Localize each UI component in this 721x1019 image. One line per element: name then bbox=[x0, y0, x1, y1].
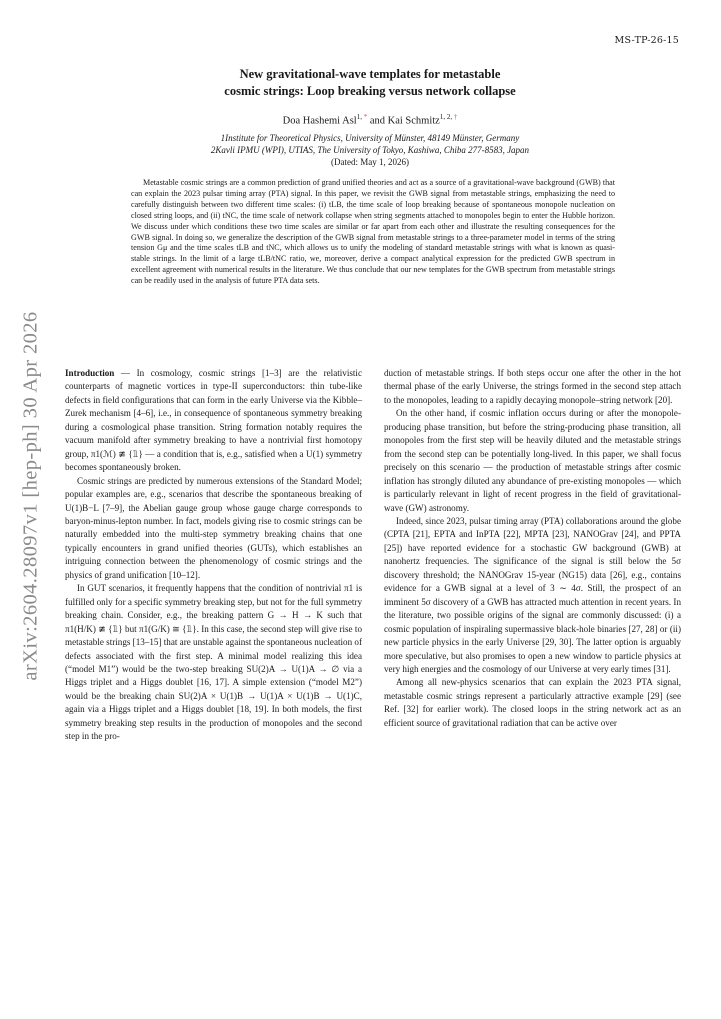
paragraph bbox=[65, 367, 362, 475]
paragraph: Among all new-physics scenarios that can explain the 2023 PTA signal, metastable cosmic strings represent a particularly attractive example [29] (see Ref. [32] for earlier work). The closed loops in the string network act as an efficient source of gravitational radiation that can be active over bbox=[384, 677, 681, 728]
affiliation-2: 2Kavli IPMU (WPI), UTIAS, The University of Tokyo, Kashiwa, Chiba 277-8583, Japan bbox=[210, 145, 530, 155]
body-column-left bbox=[65, 367, 362, 744]
email-footnote-link[interactable]: * bbox=[363, 113, 368, 121]
arxiv-stamp bbox=[14, 290, 48, 702]
affiliation-1: 1Institute for Theoretical Physics, University of Münster, 48149 Münster, Germany bbox=[220, 133, 520, 143]
arxiv-identifier: arXiv:2604.28097v1 [hep-ph] 30 Apr 2026 bbox=[19, 311, 42, 681]
email-footnote-link[interactable]: † bbox=[453, 113, 458, 121]
paragraph-text: — In cosmology, cosmic strings [1–3] are the relativistic counterparts of magnetic vortices in type-II superconductors: thin tube-like defects in field configurations that can form in the early Universe via the Kibble–Zurek mechanism [4–6], i.e., in consequence of spontaneous symmetry breaking during a cosmological phase transition. String formation notably requires the vacuum manifold after symmetry breaking to have a nontrivial first homotopy group, π1(ℳ) ≇ {𝟙} — a condition that is, e.g., satisfied when a U(1) symmetry becomes spontaneously broken. bbox=[65, 368, 362, 473]
section-heading: Introduction bbox=[65, 368, 115, 378]
title-line-1: New gravitational-wave templates for metastable bbox=[239, 67, 501, 81]
author-affil-sup: 1, bbox=[356, 113, 364, 121]
paragraph: duction of metastable strings. If both steps occur one after the other in the hot thermal phase of the early Universe, the strings formed in the second step attach to the monopoles, leading to a rapidly decaying monopole–string network [20]. bbox=[384, 368, 681, 405]
paragraph: Indeed, since 2023, pulsar timing array (PTA) collaborations around the globe (CPTA [21], EPTA and InPTA [22], MPTA [23], NANOGrav [24], and PPTA [25]) have reported evidence for a stochastic GW background (GWB) at nanohertz frequencies. The significance of the signal is still below the 5σ discovery threshold; the NANOGrav 15-year (NG15) data [26], e.g., contains evidence for a GWB signal at a level of 3 ∼ 4σ. Still, the prospect of an imminent 5σ discovery of a GWB has attracted much attention in recent years. In the literature, two possible origins of the signal are commonly discussed: (i) a cosmic population of inspiraling supermassive black-hole binaries [27, 28] or (ii) new particle physics in the early Universe [29, 30]. The latter option is arguably more speculative, but also promises to open a new window to particle physics at very high energies and the cosmology of our Universe at very early times [31]. bbox=[384, 515, 681, 674]
abstract: Metastable cosmic strings are a common prediction of grand unified theories and act as a source of a gravitational-wave background (GWB) that can explain the 2023 pulsar timing array (PTA) signal. In this paper, we revisit the GWB signal from metastable strings, emphasizing the need to carefully distinguish between two different time scales: (i) tLB, the time scale of loop breaking because of spontaneous monopole nucleation on closed string loops, and (ii) tNC, the time scale of network collapse when string segments attached to monopoles begin to enter the Hubble horizon. We discuss under which conditions these two time scales are similar or far apart from each other and illustrate the resulting consequences for the GWB signal. In doing so, we generalize the description of the GWB signal from metastable strings to a three-parameter model in terms of the string tension Gμ and the time scales tLB and tNC, which allows us to unify the modeling of standard metastable strings with what is known as quasi-stable strings. In the limit of a large tLB/tNC ratio, we, moreover, derive a compact analytical expression for the predicted GWB spectrum in excellent agreement with numerical results in the literature. We thus conclude that our new templates for the GWB spectrum from metastable strings can be readily used in the analysis of future PTA data sets. bbox=[131, 178, 615, 286]
author-name: Kai Schmitz bbox=[387, 115, 440, 127]
body-column-right bbox=[384, 367, 681, 730]
date-line: (Dated: May 1, 2026) bbox=[331, 157, 409, 167]
author-list bbox=[120, 113, 620, 127]
author-separator: and bbox=[367, 115, 388, 127]
title-line-2: cosmic strings: Loop breaking versus network collapse bbox=[224, 84, 516, 98]
paragraph: Cosmic strings are predicted by numerous extensions of the Standard Model; popular examples are, e.g., scenarios that describe the spontaneous breaking of U(1)B−L [7–9], the Abelian gauge group whose gauge charge corresponds to baryon-minus-lepton number. In fact, models giving rise to cosmic strings can be naturally embedded into the multi-step symmetry breaking chains that one typically encounters in grand unified theories (GUTs), which establishes an intriguing connection between the phenomenology of cosmic strings and the physics of grand unification [10–12]. bbox=[65, 475, 362, 580]
paragraph: On the other hand, if cosmic inflation occurs during or after the monopole-producing phase transition, but before the string-producing phase transition, all monopoles from the first step will be heavily diluted and the metastable strings from the second step can be potentially long-lived. In this paper, we shall focus precisely on this scenario — the production of metastable strings after cosmic inflation has strongly diluted any abundance of pre-existing monopoles — which is particularly relevant in light of recent progress in the field of gravitational-wave (GW) astronomy. bbox=[384, 408, 681, 513]
paragraph: In GUT scenarios, it frequently happens that the condition of nontrivial π1 is fulfilled only for a specific symmetry breaking step, but not for the full symmetry breaking chain. Consider, e.g., the breaking pattern G → H → K such that π1(H/K) ≇ {𝟙} but π1(G/K) ≅ {𝟙}. In this case, the second step will give rise to metastable strings [13–15] that are unstable against the spontaneous nucleation of defects associated with the first step. A minimal model realizing this idea (“model M1”) would be the two-step breaking SU(2)A → U(1)A → ∅ via a Higgs triplet and a Higgs doublet [16, 17]. A simple extension (“model M2”) would be the breaking chain SU(2)A × U(1)B → U(1)A × U(1)B → U(1)C, again via a Higgs triplet and a Higgs doublet [18, 19]. In both models, the first symmetry breaking step results in the production of monopoles and the second step in the pro- bbox=[65, 583, 362, 742]
report-number: MS-TP-26-15 bbox=[614, 35, 679, 46]
author-affil-sup: 1, 2, bbox=[439, 113, 454, 121]
author-name: Doa Hashemi Asl bbox=[282, 115, 357, 127]
paper-title bbox=[120, 66, 620, 100]
